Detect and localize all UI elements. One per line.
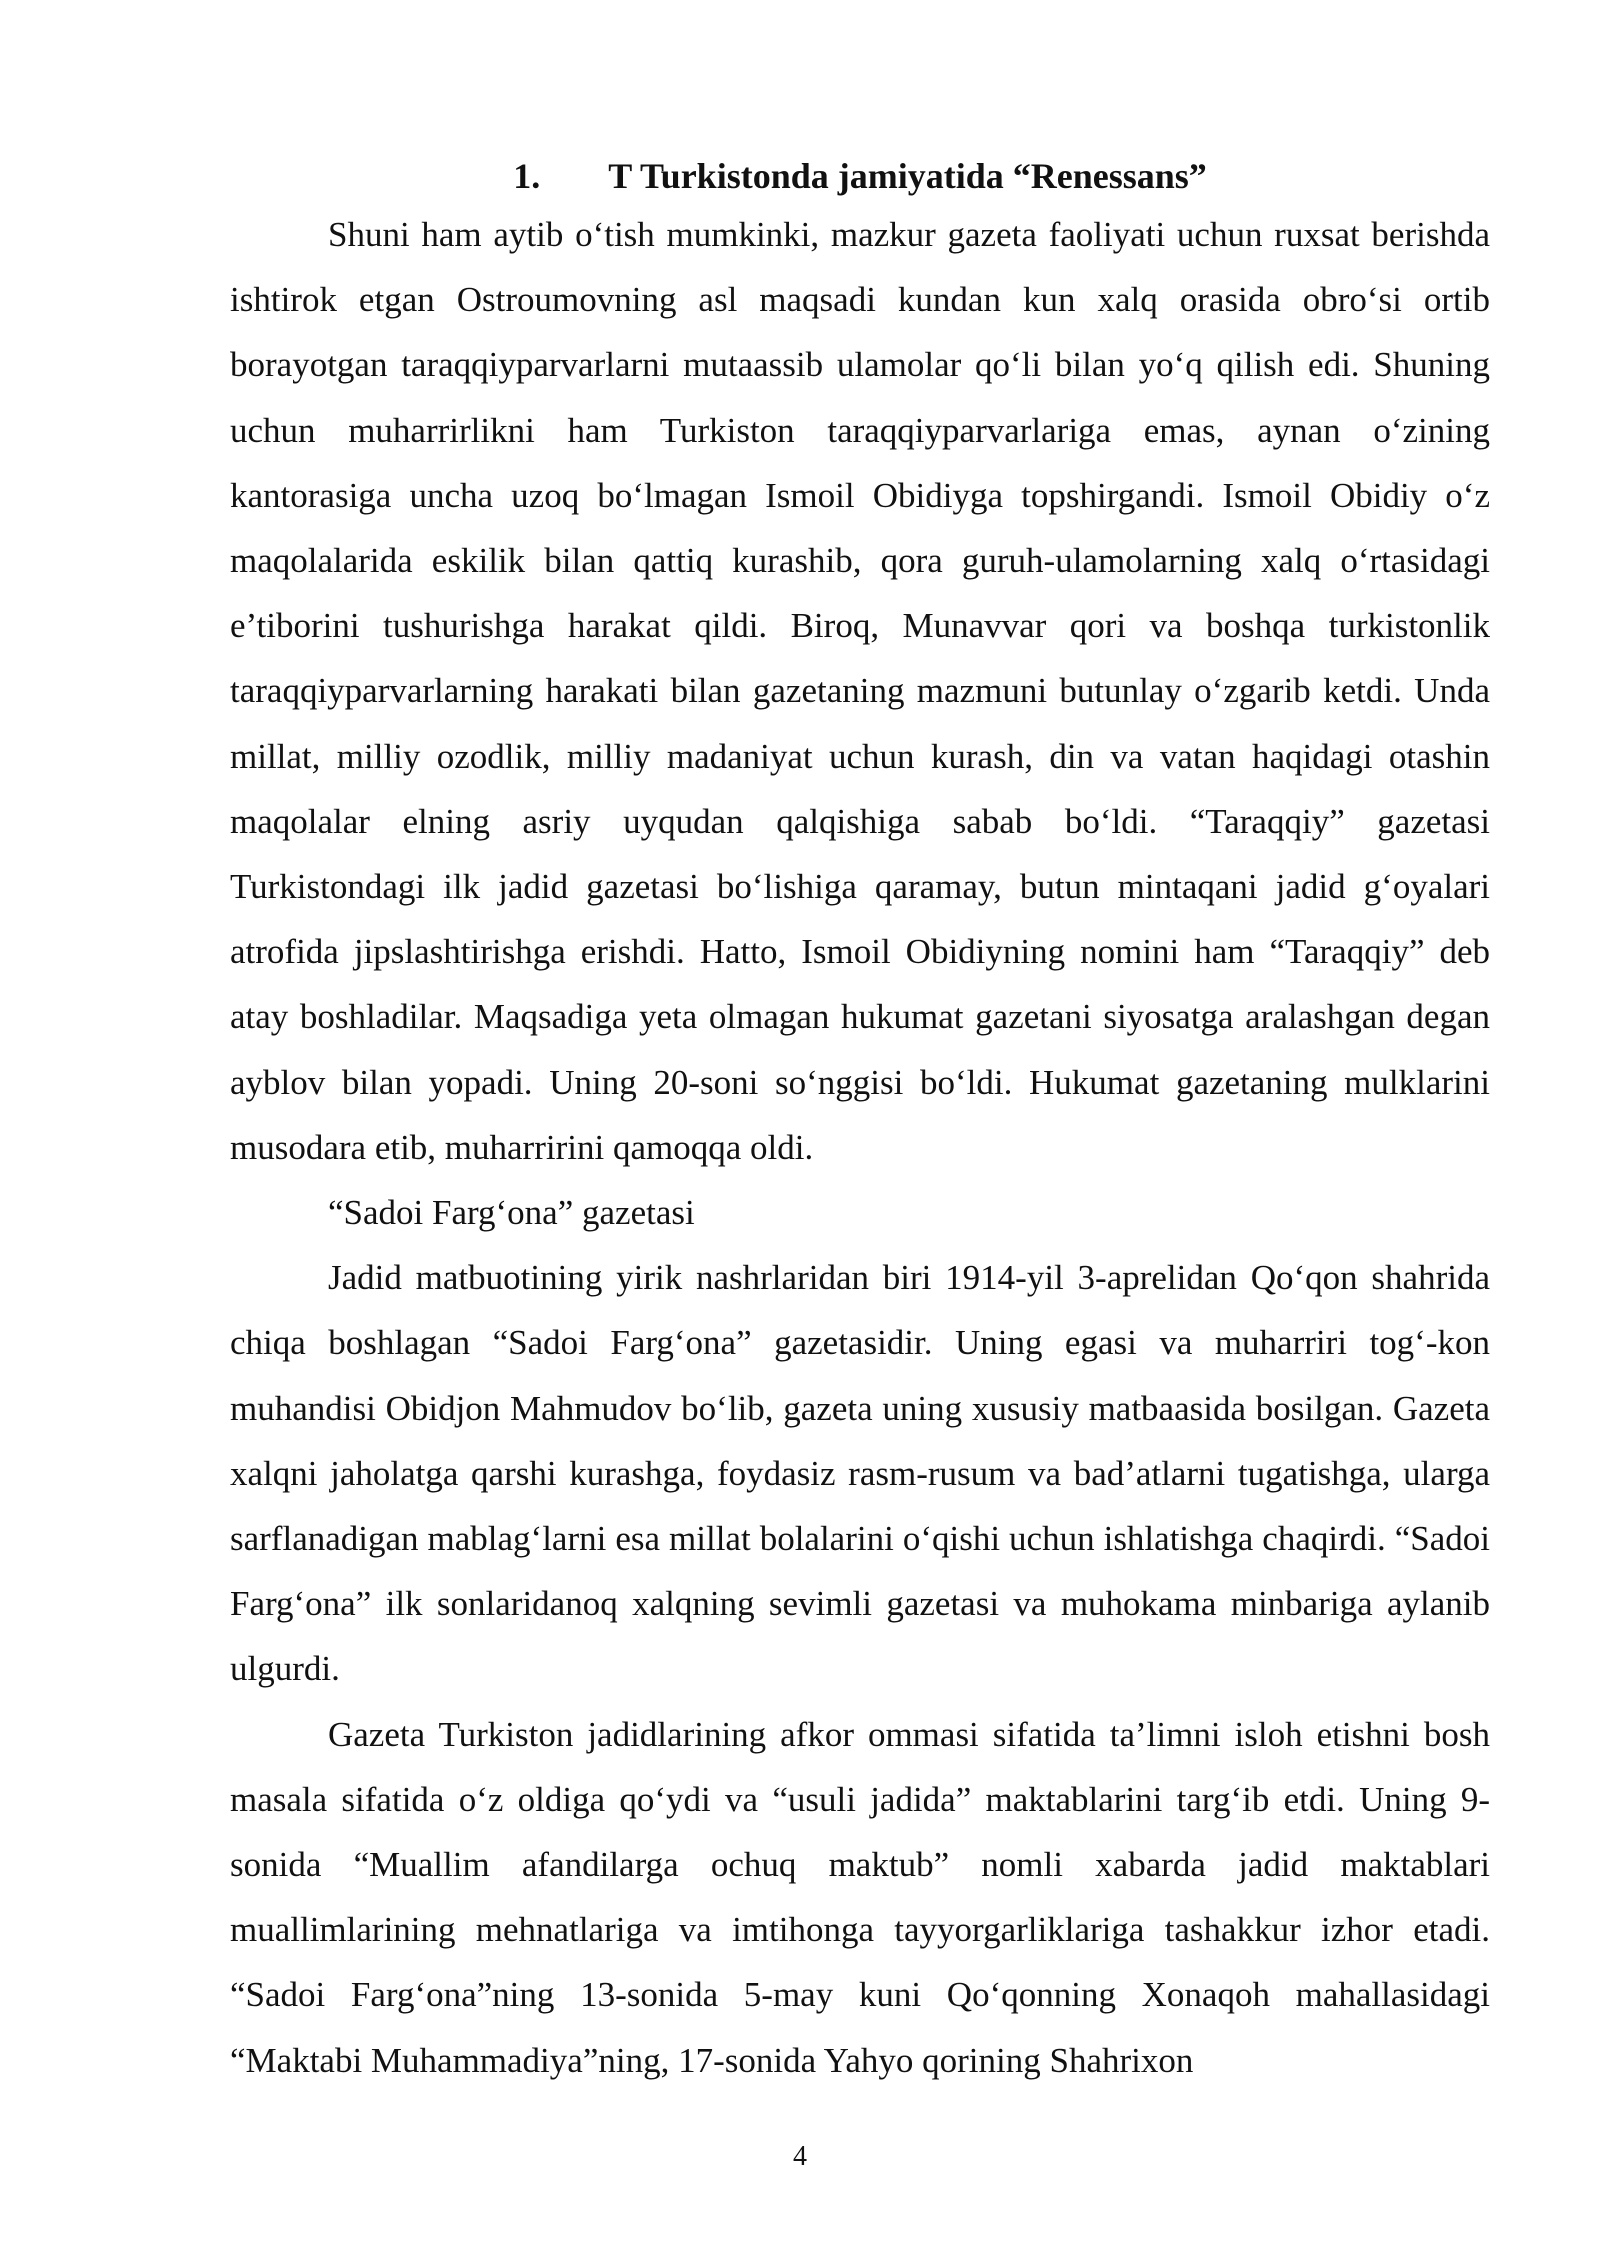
page-number: 4 (793, 2141, 807, 2172)
document-page (230, 150, 1490, 2093)
section-heading (230, 150, 1490, 202)
section-number: 1. (513, 156, 541, 196)
paragraph-taraqqiy: Shuni ham aytib o‘tish mumkinki, mazkur gazeta faoliyati uchun ruxsat berishda ishtirok etgan Ostroumovning asl maqsadi kundan kun xalq orasida obro‘si ortib borayotgan taraqqiyparvarlarni mutaassib ulamolar qo‘li bilan yo‘q qilish edi. Shuning uchun muharrirlikni ham Turkiston taraqqiyparvarlariga emas, aynan o‘zining kantorasiga uncha uzoq bo‘lmagan Ismoil Obidiyga topshirgandi. Ismoil Obidiy o‘z maqolalarida eskilik bilan qattiq kurashib, qora guruh-ulamolarning xalq o‘rtasidagi e’tiborini tushurishga harakat qildi. Biroq, Munavvar qori va boshqa turkistonlik taraqqiyparvarlarning harakati bilan gazetaning mazmuni butunlay o‘zgarib ketdi. Unda millat, milliy ozodlik, milliy madaniyat uchun kurash, din va vatan haqidagi otashin maqolalar elning asriy uyqudan qalqishiga sabab bo‘ldi. “Taraqqiy” gazetasi Turkistondagi ilk jadid gazetasi bo‘lishiga qaramay, butun mintaqani jadid g‘oyalari atrofida jipslashtirishga erishdi. Hatto, Ismoil Obidiyning nomini ham “Taraqqiy” deb atay boshladilar. Maqsadiga yeta olmagan hukumat gazetani siyosatga aralashgan degan ayblov bilan yopadi. Uning 20-soni so‘nggisi bo‘ldi. Hukumat gazetaning mulklarini musodara etib, muharririni qamoqqa oldi. (230, 215, 1490, 1167)
subheading-sadoi-fargona: “Sadoi Farg‘ona” gazetasi (328, 1193, 695, 1233)
section-title: T Turkistonda jamiyatida “Renessans” (608, 156, 1207, 196)
paragraph-sadoi-fargona-intro: Jadid matbuotining yirik nashrlaridan biri 1914-yil 3-aprelidan Qo‘qon shahrida chiqa boshlagan “Sadoi Farg‘ona” gazetasidir. Uning egasi va muharriri tog‘-kon muhandisi Obidjon Mahmudov bo‘lib, gazeta uning xususiy matbaasida bosilgan. Gazeta xalqni jaholatga qarshi kurashga, foydasiz rasm-rusum va bad’atlarni tugatishga, ularga sarflanadigan mablag‘larni esa millat bolalarini o‘qishi uchun ishlatishga chaqirdi. “Sadoi Farg‘ona” ilk sonlaridanoq xalqning sevimli gazetasi va muhokama minbariga aylanib ulgurdi. (230, 1258, 1490, 1689)
paragraph-sadoi-fargona-education: Gazeta Turkiston jadidlarining afkor ommasi sifatida ta’limni isloh etishni bosh masala sifatida o‘z oldiga qo‘ydi va “usuli jadida” maktablarini targ‘ib etdi. Uning 9-sonida “Muallim afandilarga ochuq maktub” nomli xabarda jadid maktablari muallimlarining mehnatlariga va imtihonga tayyorgarliklariga tashakkur izhor etadi. “Sadoi Farg‘ona”ning 13-sonida 5-may kuni Qo‘qonning Xonaqoh mahallasidagi “Maktabi Muhammadiya”ning, 17-sonida Yahyo qorining Shahrixon (230, 1714, 1490, 2080)
